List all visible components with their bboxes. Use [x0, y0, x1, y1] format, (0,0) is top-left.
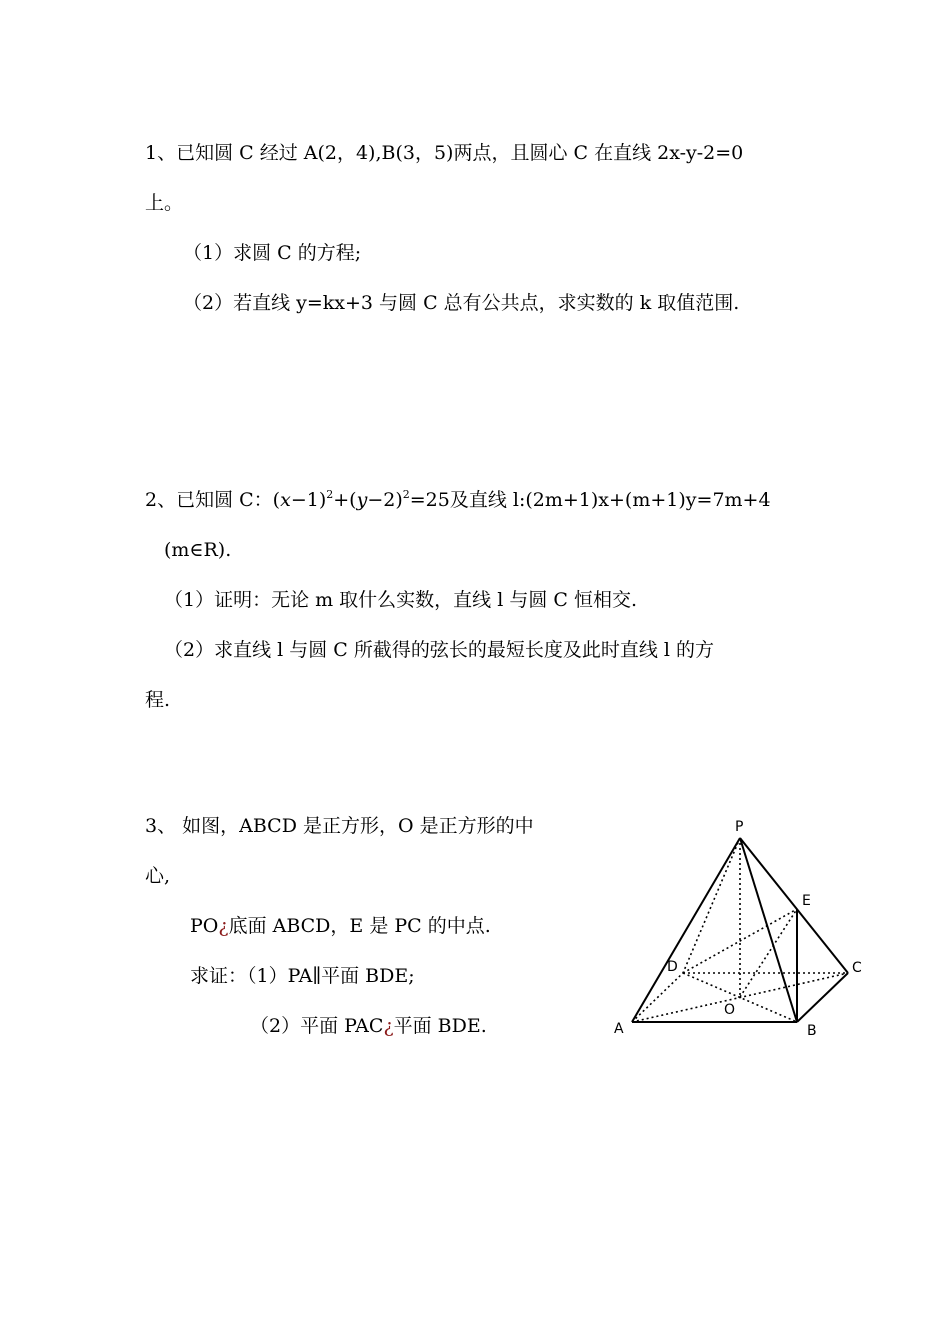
problem3-line4: 求证：（1）PA∥平面 BDE; [190, 965, 415, 987]
eq-minus2: −2) [367, 489, 403, 511]
label-A: A [614, 1021, 624, 1037]
label-B: B [807, 1023, 817, 1039]
problem3-line5 [250, 1012, 487, 1040]
problem2-part2-line1: （2）求直线 l 与圆 C 所截得的弦长的最短长度及此时直线 l 的方 [164, 639, 715, 661]
eq-x: x [280, 489, 291, 511]
problem3-line3 [190, 912, 491, 940]
problem1-part2: （2）若直线 y=kx+3 与圆 C 总有公共点，求实数的 k 取值范围. [183, 292, 740, 314]
edge-PD [683, 838, 740, 973]
hidden-edges [632, 838, 848, 1022]
label-D: D [667, 959, 678, 975]
problem2-line2: (m∈R). [164, 539, 232, 561]
eq-rhs: =25 [409, 489, 450, 511]
problem1-line1: 1、已知圆 C 经过 A(2，4),B(3，5)两点，且圆心 C 在直线 2x-y-2=0 [145, 142, 744, 164]
problem1-part1: （1）求圆 C 的方程; [183, 242, 362, 264]
eq-y: y [356, 489, 368, 511]
eq-plus: +( [333, 489, 357, 511]
edge-PC [740, 838, 848, 973]
problem2-part1: （1）证明：无论 m 取什么实数，直线 l 与圆 C 恒相交. [164, 589, 637, 611]
eq-exp2: 2 [402, 488, 410, 501]
edge-AC [632, 973, 848, 1022]
label-O: O [724, 1002, 736, 1018]
edge-OE [740, 909, 797, 997]
label-C: C [852, 960, 862, 976]
problem2-part2-line2: 程. [145, 689, 171, 711]
problem2-line1 [145, 486, 771, 514]
eq-minus1: −1) [290, 489, 327, 511]
problem3-line5-b: 平面 BDE. [393, 1015, 487, 1037]
problem3-line2: 心, [145, 865, 171, 887]
problem3-line5-a: （2）平面 PAC [250, 1015, 384, 1037]
problem3-line3-b: 底面 ABCD，E 是 PC 的中点. [228, 915, 491, 937]
circle-equation [273, 489, 450, 511]
problem1-line2: 上。 [145, 192, 184, 214]
perpendicular-glyph: ¿ [218, 915, 229, 937]
label-P: P [735, 819, 744, 835]
eq-exp1: 2 [326, 488, 334, 501]
problem2-prefix: 2、已知圆 C： [145, 489, 273, 511]
edge-PA [632, 838, 740, 1022]
edge-PB [740, 838, 797, 1022]
label-E: E [802, 893, 811, 909]
problem2-suffix: 及直线 l:(2m+1)x+(m+1)y=7m+4 [449, 489, 771, 511]
perpendicular-glyph: ¿ [383, 1015, 394, 1037]
problem3-line1: 3、 如图，ABCD 是正方形，O 是正方形的中 [145, 815, 534, 837]
pyramid-figure [600, 805, 880, 1045]
problem3-line3-a: PO [190, 915, 219, 937]
eq-open1: ( [272, 489, 281, 511]
edge-BC [797, 973, 848, 1022]
